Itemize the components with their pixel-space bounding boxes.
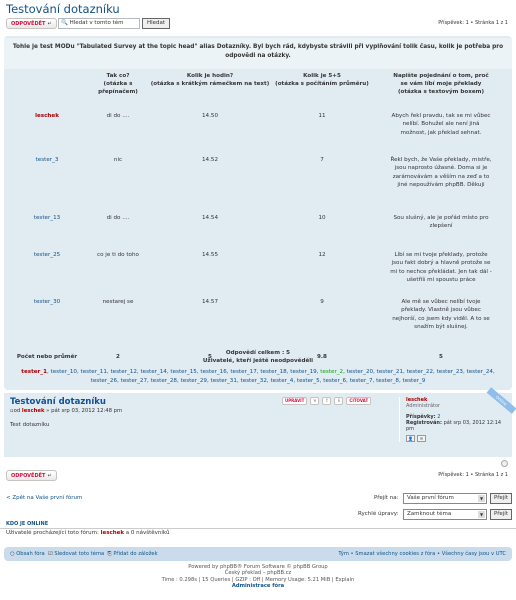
not-answered-user[interactable]: tester_16 — [200, 369, 227, 375]
not-answered-user[interactable]: tester_9 — [402, 378, 426, 384]
online-badge: Online — [487, 387, 516, 414]
answer-q1: nestarej se — [102, 299, 134, 305]
answer-q3: 12 — [318, 252, 326, 258]
not-answered-user[interactable]: tester_2 — [320, 369, 344, 375]
page-title[interactable]: Testování dotazníku — [6, 2, 120, 16]
answer-q1: nic — [113, 157, 123, 163]
answer-q3: 11 — [318, 113, 326, 119]
not-answered-user[interactable]: tester_12 — [110, 369, 137, 375]
home-icon: ○ — [10, 551, 15, 557]
search-icon: 🔍 — [61, 20, 68, 26]
total-answers: Odpovědí celkem : 5 — [225, 350, 291, 356]
not-answered-user[interactable]: tester_7 — [349, 378, 373, 384]
survey-table — [4, 70, 512, 368]
not-answered-user[interactable]: tester_22 — [406, 369, 434, 375]
back-to-top-icon[interactable] — [501, 460, 508, 467]
watch-icon: ☑ — [48, 551, 53, 557]
not-answered-user[interactable]: tester_10 — [50, 369, 77, 375]
quick-mod-label: Rychlé úpravy: — [358, 511, 399, 517]
header-user — [4, 70, 90, 112]
reply-arrow-icon: ↵ — [47, 473, 52, 479]
not-answered-user[interactable]: tester_19 — [290, 369, 317, 375]
not-answered-user[interactable]: tester_28 — [150, 378, 177, 384]
survey-user[interactable]: leschek — [35, 113, 59, 119]
summary-q2: 5 — [208, 353, 212, 360]
not-answered-user[interactable]: tester_11 — [80, 369, 107, 375]
copyright: Powered by phpBB® Forum Software © phpBB Group Český překlad – phpBB.cz Time : 0.298s | 15 Queries | GZIP : Off | Memory Usage: 5.21 MiB | Explain Administrace fóra — [0, 564, 516, 590]
quote-button[interactable]: CITOVAT — [346, 397, 371, 405]
quick-mod-go-button[interactable]: Přejít — [490, 509, 512, 520]
footer-links — [10, 547, 158, 561]
not-answered-user[interactable]: tester_23 — [436, 369, 463, 375]
profile-rank: Administrátor — [406, 403, 441, 409]
answer-q4: Ale mě se vůbec nelíbí tvoje překlady. Vlastně jsou vůbec nejhorší, co jsem kdy viděl. A to se snažím být slušnej. — [392, 299, 490, 331]
pagination-top: Příspěvek: 1 • Stránka 1 z 1 — [438, 20, 508, 26]
summary-q4: 5 — [439, 353, 443, 360]
profile-username[interactable]: leschek — [406, 397, 428, 403]
post-title[interactable]: Testování dotazníku — [10, 397, 106, 407]
not-answered-user[interactable]: tester_4 — [270, 378, 294, 384]
answer-q1: co je ti do toho — [97, 252, 139, 258]
edit-button[interactable]: UPRAVIT — [282, 397, 307, 405]
answer-q4: Líbí se mi tvoje překlady, protože jsou fakt dobrý a hlavně protože se mi to nechce překládat. Jen tak dál - ušetříš mi spoustu práce — [390, 252, 492, 284]
survey-row — [4, 112, 512, 156]
not-answered-user[interactable]: tester_32 — [240, 378, 267, 384]
answer-q3: 10 — [318, 215, 326, 221]
not-answered-user[interactable]: tester_21 — [376, 369, 404, 375]
survey-user[interactable]: tester_13 — [33, 215, 61, 221]
answer-q1: di do .... — [106, 215, 130, 221]
summary-label: Počet nebo průměr — [16, 353, 78, 360]
profile-posts: Příspěvky: 2 — [406, 414, 441, 420]
answer-q2: 14.52 — [201, 157, 218, 163]
who-is-online-title: KDO JE ONLINE — [6, 521, 49, 527]
jump-label: Přejít na: — [374, 495, 399, 501]
admin-link[interactable]: Administrace fóra — [231, 583, 285, 590]
post-author[interactable]: leschek — [21, 408, 45, 414]
not-answered-user[interactable]: tester_27 — [120, 378, 148, 384]
header-q4: Napište pojednání o tom, proč se vám líbí moje překlady (otázka s textovým boxem) — [393, 73, 489, 95]
jump-go-button[interactable]: Přejít — [490, 493, 512, 504]
report-icon[interactable]: ! — [322, 397, 331, 405]
summary-q1: 2 — [116, 353, 120, 360]
header-q3: Kolik je 5+5 (otázka s počítáním průměru) — [275, 73, 369, 87]
chevron-down-icon: ▼ — [479, 512, 484, 517]
email-icon[interactable]: ✉ — [417, 435, 426, 442]
not-answered-user[interactable]: tester_14 — [140, 369, 167, 375]
header-q1: Tak co? (otázka s přepínačem) — [98, 73, 138, 95]
not-answered-user[interactable]: tester_29 — [180, 378, 207, 384]
post-buttons — [282, 397, 371, 405]
post-content: Test dotazníku — [10, 422, 50, 428]
answer-q3: 7 — [320, 157, 324, 163]
not-answered-list: tester_1, tester_10, tester_11, tester_12, tester_14, tester_15, tester_16, tester_17, tester_18, tester_19, tester_2, tester_20, tester_21, tester_22, tester_23, tester_24, tester_26, tester_27, tester_28, tester_29, tester_31, tester_32, tester_4, tester_5, tester_6, tester_7, tester_8, tester_9 — [21, 369, 495, 384]
not-answered-user[interactable]: tester_18 — [260, 369, 287, 375]
chevron-down-icon: ▼ — [479, 496, 484, 501]
pagination-bottom: Příspěvek: 1 • Stránka 1 z 1 — [438, 472, 508, 478]
answer-q4: Abych řekl pravdu, tak se mi vůbec nelíbí. Bohužel ale není jiná možnost, jak překlad sehnat. — [391, 113, 491, 136]
footer-navbar — [4, 547, 512, 561]
quick-mod-select[interactable]: Zamknout téma ▼ — [403, 509, 487, 520]
footer-bookmark-link[interactable]: Přidat do záložek — [113, 551, 158, 557]
profile-contact — [406, 435, 509, 442]
profile-icon[interactable]: 👤 — [406, 435, 415, 442]
answer-q3: 9 — [320, 299, 324, 305]
reply-arrow-icon: ↵ — [47, 21, 52, 27]
answer-q4: Řekl bych, že Vaše překlady, mistře, jsou naprosto úžasné. Doma si je zarámovávám a věším na zeď a to jiné nepoužívám phpBB. Děkuji — [390, 157, 492, 189]
header-q2: Kolik je hodin? (otázka s krátkým rámečkem na text) — [150, 73, 270, 87]
answer-q2: 14.57 — [201, 299, 218, 305]
answer-q1: di do .... — [106, 113, 130, 119]
not-answered-user[interactable]: tester_5 — [296, 378, 320, 384]
answer-counts — [4, 349, 512, 365]
profile-registered: Registrován: pát srp 03, 2012 12:14 pm — [406, 420, 502, 432]
survey-user[interactable]: tester_3 — [35, 157, 59, 163]
who-is-online-text: Uživatelé procházející toto fórum: leschek a 0 návštěvníků — [6, 530, 170, 536]
answer-q2: 14.55 — [201, 252, 218, 258]
footer-watch-link[interactable]: Sledovat toto téma — [54, 551, 105, 557]
reply-button[interactable]: ODPOVĚDĚT ↵ — [6, 18, 57, 29]
answer-q2: 14.50 — [201, 113, 218, 119]
footer-right-links[interactable]: Tým • Smazat všechny cookies z fóra • Všechny časy jsou v UTC — [338, 551, 506, 557]
divider — [0, 528, 516, 529]
not-answered-user[interactable]: tester_20 — [346, 369, 374, 375]
survey-row — [4, 251, 512, 298]
delete-icon[interactable]: ✕ — [310, 397, 319, 405]
not-answered-label: Uživatelé, kteří ještě neodpověděli — [202, 358, 314, 364]
survey-row — [4, 214, 512, 251]
answer-q2: 14.54 — [201, 215, 218, 221]
not-answered-user[interactable]: tester_26 — [90, 378, 118, 384]
not-answered-user[interactable]: tester_17 — [230, 369, 257, 375]
post-icon: ▫ — [10, 408, 14, 414]
survey-user[interactable]: tester_25 — [33, 252, 61, 258]
info-icon[interactable]: i — [334, 397, 343, 405]
post-author-line: ▫od leschek » pát srp 03, 2012 12:48 pm — [10, 408, 123, 414]
not-answered-user[interactable]: tester_1 — [21, 369, 47, 375]
survey-intro: Tohle je test MODu "Tabulated Survey at the topic head" alias Dotazníky. Byl bych rád, kdybyste strávili při vyplňování tolik času, kolik je potřeba pro odpovědi na otázky. — [4, 38, 512, 69]
survey-user[interactable]: tester_30 — [33, 299, 61, 305]
not-answered-user[interactable]: tester_8 — [376, 378, 399, 384]
not-answered-user[interactable]: tester_24 — [466, 369, 493, 375]
not-answered-user[interactable]: tester_31 — [210, 378, 237, 384]
back-link[interactable]: < Zpět na Vaše první fórum — [6, 495, 83, 501]
summary-q3: 9.8 — [317, 353, 327, 360]
reply-button-bottom[interactable]: ODPOVĚDĚT ↵ — [6, 470, 57, 481]
search-input[interactable]: 🔍 Hledat v tomto tém — [58, 18, 140, 29]
not-answered-user[interactable]: tester_6 — [323, 378, 347, 384]
not-answered-user[interactable]: tester_15 — [170, 369, 197, 375]
jump-select[interactable]: Vaše první fórum ▼ — [403, 493, 487, 504]
post — [4, 393, 512, 457]
survey-row — [4, 298, 512, 346]
post-profile — [399, 397, 509, 442]
answer-q4: Sou slušný, ale je pořád místo pro zlepšení — [393, 215, 489, 230]
survey-row — [4, 156, 512, 214]
bookmark-icon: ⎘ — [107, 551, 112, 557]
footer-home-link[interactable]: Obsah fóra — [16, 551, 45, 557]
search-button[interactable]: Hledat — [142, 18, 170, 29]
